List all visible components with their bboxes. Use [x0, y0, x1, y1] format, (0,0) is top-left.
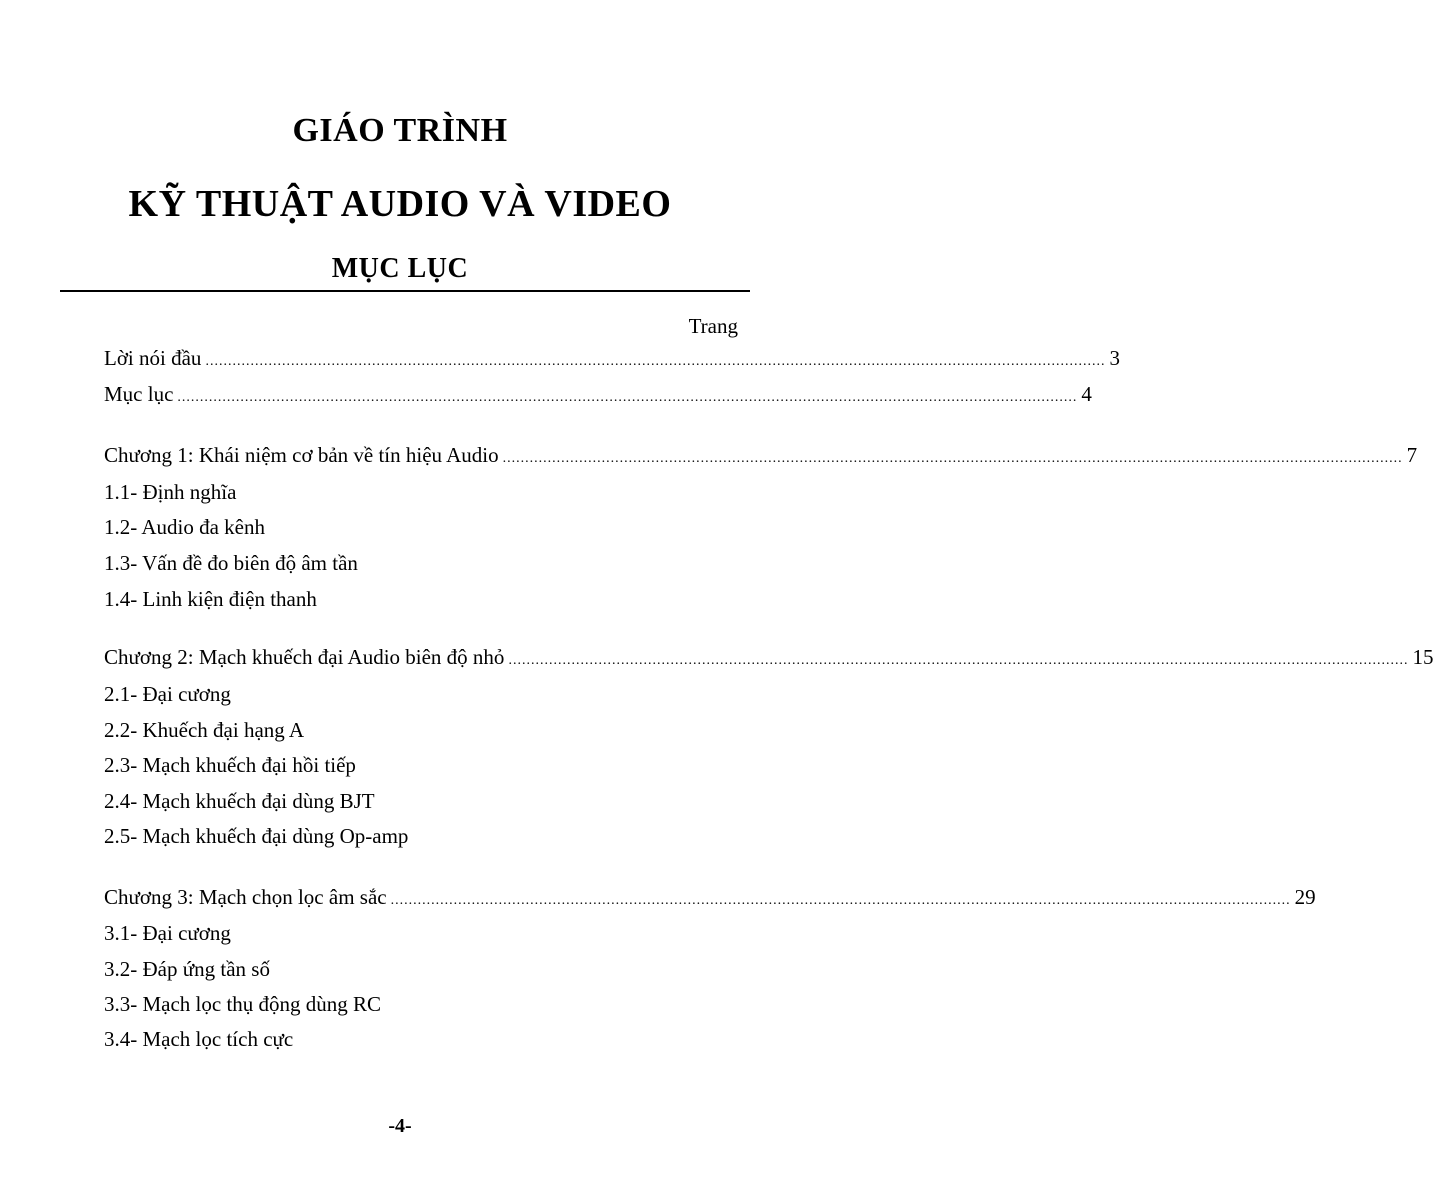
leader-dots: ........................................................................................................................................................................................................: [177, 390, 1078, 405]
toc-section: 2.3- Mạch khuếch đại hồi tiếp: [104, 753, 356, 777]
toc-heading: MỤC LỤC: [331, 253, 469, 284]
page-column-label: Trang: [688, 314, 738, 338]
toc-chapter-page: 29: [1294, 885, 1316, 909]
toc-chapter-label: Chương 1: Khái niệm cơ bản về tín hiệu Audio: [104, 443, 499, 467]
toc-section: 3.4- Mạch lọc tích cực: [104, 1027, 294, 1051]
toc-chapter-page: 15: [1412, 645, 1433, 669]
toc-section: 1.3- Vấn đề đo biên độ âm tần: [104, 551, 358, 575]
toc-section: 2.4- Mạch khuếch đại dùng BJT: [104, 789, 375, 813]
toc-section: 1.2- Audio đa kênh: [104, 515, 265, 539]
toc-section: 1.4- Linh kiện điện thanh: [104, 587, 317, 611]
toc-section: 3.3- Mạch lọc thụ động dùng RC: [104, 992, 382, 1016]
toc-section: 3.2- Đáp ứng tần số: [104, 957, 270, 981]
toc-entry-label: Mục lục: [104, 382, 174, 406]
toc-entry-front-0: [104, 346, 1120, 376]
toc-chapter-label: Chương 2: Mạch khuếch đại Audio biên độ nhỏ: [104, 645, 505, 669]
toc-section: 2.2- Khuếch đại hạng A: [104, 718, 305, 742]
toc-entry-front-1: [104, 382, 1092, 412]
leader-dots: ........................................................................................................................................................................................................: [502, 451, 1403, 466]
toc-entry-page: 4: [1081, 382, 1092, 406]
book-title-line1: GIÁO TRÌNH: [292, 112, 508, 149]
toc-chapter-page: 7: [1406, 443, 1418, 467]
toc-chapter-2: [104, 645, 1433, 675]
toc-chapter-3: [104, 885, 1316, 915]
toc-section: 2.5- Mạch khuếch đại dùng Op-amp: [104, 824, 409, 848]
toc-section: 2.1- Đại cương: [104, 682, 231, 706]
toc-entry-label: Lời nói đầu: [104, 346, 202, 370]
leader-dots: ........................................................................................................................................................................................................: [508, 653, 1409, 668]
page-number-footer: -4-: [388, 1115, 412, 1137]
toc-chapter-1: [104, 443, 1418, 473]
toc-entry-page: 3: [1109, 346, 1120, 370]
book-title-line2: KỸ THUẬT AUDIO VÀ VIDEO: [128, 183, 672, 225]
toc-chapter-label: Chương 3: Mạch chọn lọc âm sắc: [104, 885, 387, 909]
toc-section: 3.1- Đại cương: [104, 921, 231, 945]
toc-section: 1.1- Định nghĩa: [104, 480, 237, 504]
heading-rule: [60, 290, 750, 292]
leader-dots: ........................................................................................................................................................................................................: [390, 893, 1291, 908]
leader-dots: ........................................................................................................................................................................................................: [205, 354, 1106, 369]
